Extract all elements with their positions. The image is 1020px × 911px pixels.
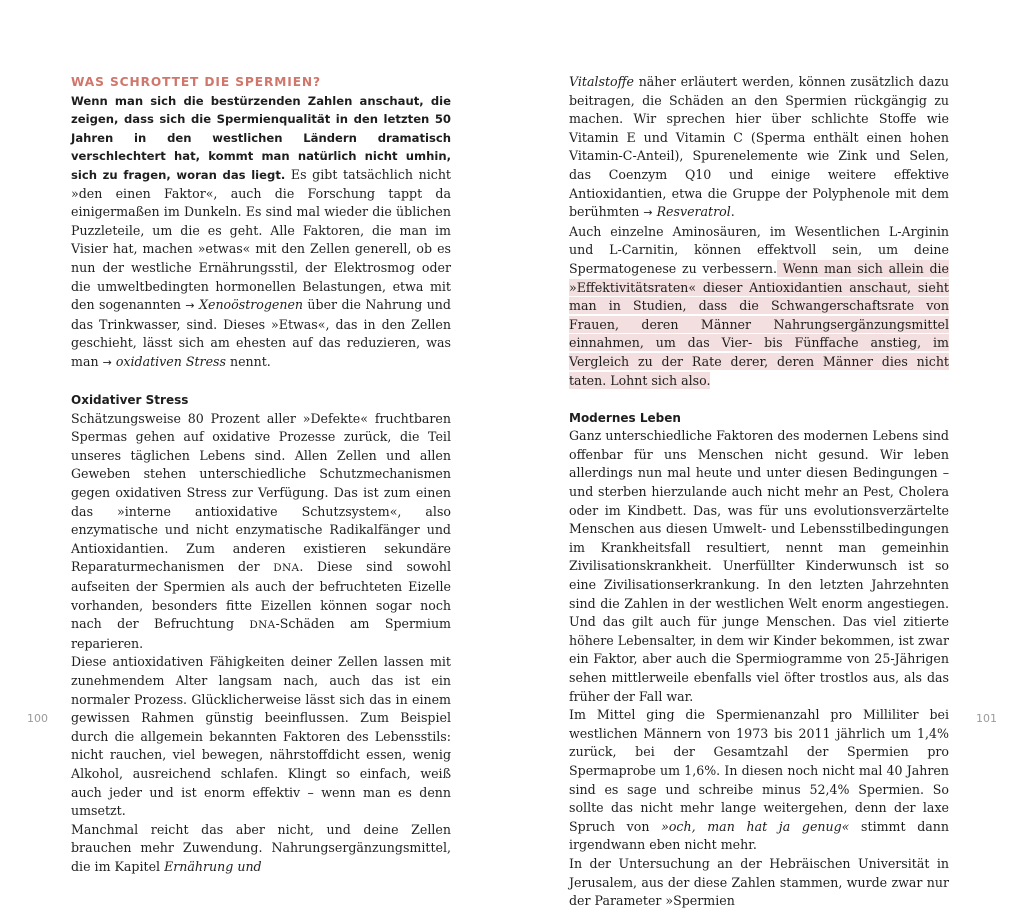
paragraph-text: nennt. (225, 353, 271, 369)
chapter-reference: Ernährung und (164, 858, 262, 874)
abbr-dna: DNA (273, 562, 300, 575)
right-page (510, 0, 1020, 909)
paragraph-text: Schätzungsweise 80 Prozent aller »Defekte« fruchtbaren Spermas gehen auf oxidative Prozesse zurück, die Teil unseres täglichen Lebens sind. Allen Zellen und allen Geweben stehen unterschiedliche Schutzmechanismen gegen oxidativen Stress zur Verfügung. Das ist zum einen das »interne antioxidative Schutzsystem«, also enzymatische und nicht enzymatische Radikalfänger und Antioxidantien. Zum anderen existieren sekundäre Reparaturmechanismen der (71, 410, 451, 575)
crossref-resveratrol[interactable]: Resveratrol (656, 204, 731, 220)
subheading-oxidativer-stress: Oxidativer Stress (71, 393, 189, 408)
paragraph-text: -Schäden am Spermium reparieren. (71, 616, 452, 651)
right-paragraph-4 (569, 706, 949, 855)
chapter-reference: Vitalstoffe (569, 74, 634, 89)
right-paragraph-1 (569, 73, 949, 223)
section-title: WAS SCHROTTET DIE SPERMIEN? (71, 75, 322, 89)
paragraph-text: Im Mittel ging die Spermienanzahl pro Milliliter bei westlichen Männern von 1973 bis 2011 jährlich um 1,4% zurück, bei der Gesamtzahl der Spermien pro Spermaprobe um 1,6%. In diesen noch nicht mal 40 Jahren sind es sage und schreibe minus 52,4% Spermien. So sollte das nicht mehr lange weitergehen, denn der laxe Spruch von (569, 707, 949, 834)
quote-text: »och, man hat ja genug« (661, 818, 850, 834)
page-number-right: 101 (976, 712, 997, 725)
lead-text: Wenn man sich die bestürzenden Zahlen anschaut, die zeigen, dass sich die Spermienqualität in den letzten 50 Jahren in den westlichen Ländern dramatisch verschlechtert hat, kommt man natürlich nicht umhin, sich zu fragen, woran das liegt. (71, 93, 451, 182)
right-text-column (569, 73, 949, 911)
paragraph-text: Auch einzelne Aminosäuren, im Wesentlichen L-Arginin und L-Carnitin, können effektvoll sein, um deine Spermatogenese zu verbessern. (569, 223, 949, 276)
left-paragraph-3: Diese antioxidativen Fähigkeiten deiner Zellen lassen mit zunehmendem Alter langsam nach, auch das ist ein normaler Prozess. Glücklicherweise lässt sich das in einem gewissen Rahmen günstig beeinflussen. Zum Beispiel durch die allgemein bekannten Faktoren des Lebensstils: nicht rauchen, viel bewegen, nährstoffdicht essen, wenig Alkohol, ausreichend schlafen. Klingt so einfach, weiß auch jeder und ist enorm effektiv – wenn man es denn umsetzt. (71, 654, 451, 819)
paragraph-text: näher erläutert werden, können zusätzlich dazu beitragen, die Schäden an den Spermien rückgängig zu machen. Wir sprechen hier über schlichte Stoffe wie Vitamin E und Vitamin C (Sperma enthält einen hohen Vitamin-C-Anteil), Spurenelemente wie Zink und Selen, das Coenzym Q10 und einige weitere effektive Antioxidantien, etwa die Gruppe der Polyphenole mit dem berühmten (569, 74, 949, 220)
right-paragraph-2 (569, 223, 949, 390)
left-paragraph-2 (71, 410, 451, 654)
paragraph-text: über die Nahrung und das Trinkwasser, sind. Dieses »Etwas«, das in den Zellen geschieht, lässt sich am ehesten auf das reduzieren, was man (71, 297, 451, 369)
subheading-modernes-leben: Modernes Leben (569, 410, 681, 425)
paragraph-text: Manchmal reicht das aber nicht, und deine Zellen brauchen mehr Zuwendung. Nahrungsergänzungsmittel, die im Kapitel (71, 821, 451, 874)
highlighted-text[interactable]: Wenn man sich allein die »Effektivitätsraten« dieser Antioxidantien anschaut, sieht man in Studien, dass die Schwangerschaftsrate von Frauen, deren Männer Nahrungsergänzungsmittel einnahmen, um das Vier- bis Fünffache anstieg, im Vergleich zu der Rate derer, deren Männer dies nicht taten. Lohnt sich also. (569, 260, 949, 388)
paragraph-text: Es gibt tatsächlich nicht »den einen Faktor«, auch die Forschung tappt da einigermaßen im Dunkeln. Es sind mal wieder die üblichen Puzzleteile, um die es geht. Alle Faktoren, die man im Visier hat, machen »etwas« mit den Zellen generell, ob es nun der westliche Ernährungsstil, der Elektrosmog oder die umweltbedingten hormonellen Belastungen, etwa mit den sogenannten (71, 166, 451, 313)
paragraph-text: stimmt dann irgendwann eben nicht mehr. (569, 818, 950, 853)
left-paragraph-1 (71, 92, 451, 373)
right-paragraph-3: Ganz unterschiedliche Faktoren des modernen Lebens sind offenbar für uns Menschen nicht gesund. Wir leben allerdings nun mal heute und unter diesen Bedingungen – und sterben hierzulande auch nicht mehr an Pest, Cholera oder im Kindbett. Das, was für uns evolutionsverzärtelte Menschen aus diesen Umwelt- und Lebensstilbedingungen im Krankheitsfall resultiert, nennt man gemeinhin Zivilisationskrankheit. Unerfüllter Kinderwunsch ist so eine Zivilisationserkrankung. In den letzten Jahrzehnten sind die Zahlen in der westlichen Welt enorm angestiegen. Und das gilt auch für junge Menschen. Das viel zitierte höhere Lebensalter, in dem wir Kinder bekommen, ist zwar ein Faktor, aber auch die Spermiogramme von 25-Jährigen sehen mittlerweile ebenfalls viel öfter trostlos aus, als das früher der Fall war. (569, 428, 949, 704)
right-paragraph-5: In der Untersuchung an der Hebräischen Universität in Jerusalem, aus der diese Zahlen stammen, wurde zwar nur der Parameter »Spermien (569, 855, 949, 909)
arrow-right-icon: → (102, 355, 112, 369)
arrow-right-icon: → (185, 299, 195, 313)
crossref-xenooestrogene[interactable]: Xenoöstrogenen (199, 297, 304, 313)
paragraph-text: . (730, 204, 735, 220)
paragraph-text: . Diese sind sowohl aufseiten der Spermien als auch der befruchteten Eizelle vorhanden, besonders fitte Eizellen können sogar noch nach der Befruchtung (71, 559, 451, 632)
page-number-left: 100 (27, 712, 48, 725)
left-text-column (71, 73, 451, 877)
arrow-right-icon: → (643, 206, 653, 220)
left-page (0, 0, 510, 874)
crossref-oxidativer-stress[interactable]: oxidativen Stress (115, 353, 226, 369)
abbr-dna: DNA (249, 619, 276, 632)
left-paragraph-4 (71, 821, 451, 877)
